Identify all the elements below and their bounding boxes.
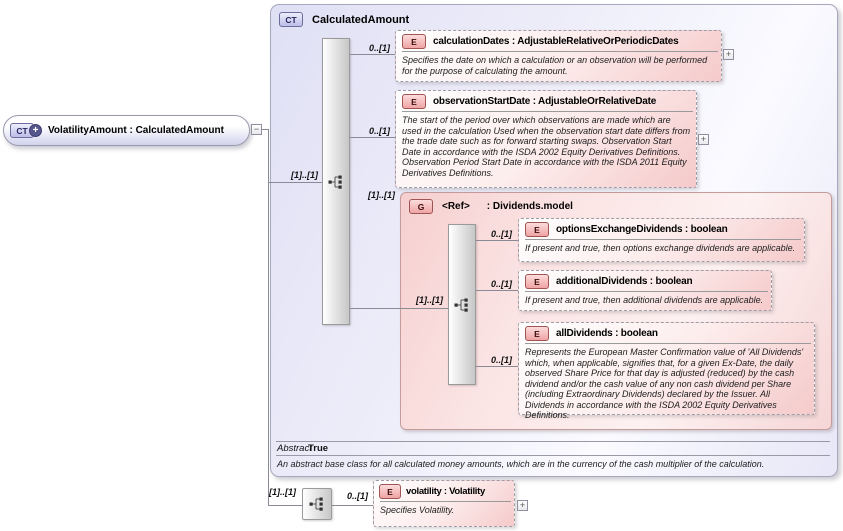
element-header: [519, 219, 804, 238]
group-ref-name: <Ref>: [442, 201, 470, 212]
element-badge-icon: E: [402, 94, 426, 109]
expand-connector-calculation-dates[interactable]: +: [723, 49, 734, 60]
root-element-label: VolatilityAmount : CalculatedAmount: [48, 125, 224, 136]
element-badge-icon: E: [525, 326, 549, 341]
collapse-connector-volatilityamount[interactable]: −: [251, 124, 262, 135]
cardinality-label: [1]..[1]: [368, 190, 395, 200]
connector-line: [269, 182, 322, 183]
element-divider: [402, 111, 693, 112]
facet-divider: [276, 455, 830, 456]
element-badge-icon: E: [402, 34, 426, 49]
plus-badge-icon: +: [29, 124, 42, 137]
group-header: [401, 193, 831, 214]
root-element-volatilityamount[interactable]: [3, 115, 250, 146]
sequence-icon: [453, 297, 471, 313]
cardinality-label: 0..[1]: [346, 491, 368, 501]
group-badge-icon: G: [409, 199, 433, 214]
complextype-badge-icon: CT: [10, 123, 34, 138]
element-box-additional-dividends[interactable]: [518, 270, 772, 311]
connector-line: [350, 54, 395, 55]
element-header: [374, 481, 514, 500]
complextype-title: CalculatedAmount: [312, 13, 410, 26]
type-description: An abstract base class for all calculated money amounts, which are in the currency of the cash multiplier of the calculation.: [277, 459, 765, 469]
element-badge-icon: E: [525, 274, 549, 289]
sequence-compositor-bar: [322, 38, 350, 325]
element-title: optionsExchangeDividends : boolean: [556, 224, 728, 235]
element-title: volatility : Volatility: [406, 486, 485, 497]
element-header: [396, 91, 696, 110]
element-divider: [380, 501, 511, 502]
connector-line: [476, 290, 518, 291]
element-badge-icon: E: [525, 222, 549, 237]
element-header: [519, 271, 771, 290]
extension-sequence-compositor: [302, 488, 332, 520]
connector-line: [268, 505, 302, 506]
connector-line: [476, 240, 518, 241]
element-divider: [402, 51, 718, 52]
element-title: allDividends : boolean: [556, 328, 658, 339]
element-box-calculation-dates[interactable]: [395, 30, 722, 82]
cardinality-label: 0..[1]: [490, 355, 512, 365]
element-title: observationStartDate : AdjustableOrRelativeDate: [433, 96, 657, 107]
connector-line: [350, 308, 448, 309]
element-doc: Represents the European Master Confirmation value of 'All Dividends' which, when applicable, signifies that, for a given Ex-Date, the daily observed Share Price for that day is adjusted (reduced) by the cash dividend and/or the cash value of any non cash dividend per Share (including Extraordinary Dividends) declared by the Issuer. All Dividends in accordance with the ISDA 2002 Equity Derivatives Definitions.: [525, 347, 804, 420]
cardinality-label: 0..[1]: [368, 126, 390, 136]
abstract-value: True: [308, 443, 329, 454]
complextype-badge-icon: CT: [279, 12, 303, 27]
expand-connector-observation-start-date[interactable]: +: [698, 134, 709, 145]
element-box-volatility[interactable]: [373, 480, 515, 527]
group-sequence-compositor-bar: [448, 224, 476, 385]
element-box-all-dividends[interactable]: [518, 322, 815, 420]
element-divider: [525, 343, 811, 344]
cardinality-label: 0..[1]: [368, 43, 390, 53]
cardinality-label: [1]..[1]: [269, 487, 296, 497]
expand-connector-volatility[interactable]: +: [517, 500, 528, 511]
facet-divider: [276, 441, 830, 442]
connector-line: [268, 129, 269, 506]
element-badge-icon: E: [379, 484, 401, 499]
element-box-observation-start-date[interactable]: [395, 90, 697, 188]
connector-line: [350, 137, 395, 138]
element-doc: Specifies the date on which a calculation or an observation will be performed for the purpose of calculating the amount.: [402, 55, 708, 76]
element-box-options-exchange-dividends[interactable]: [518, 218, 805, 262]
element-header: [519, 323, 814, 342]
connector-line: [476, 366, 518, 367]
element-header: [396, 31, 721, 50]
cardinality-label: 0..[1]: [490, 279, 512, 289]
element-doc: If present and true, then additional dividends are applicable.: [525, 295, 764, 305]
element-title: additionalDividends : boolean: [556, 276, 693, 287]
connector-line: [332, 505, 373, 506]
element-divider: [525, 291, 768, 292]
complextype-header: [271, 5, 837, 27]
cardinality-label: 0..[1]: [490, 229, 512, 239]
abstract-label: Abstract: [277, 443, 312, 454]
element-doc: If present and true, then options exchange dividends are applicable.: [525, 243, 796, 253]
element-divider: [525, 239, 801, 240]
group-ref-type: : Dividends.model: [486, 201, 573, 212]
sequence-icon: [327, 174, 345, 190]
element-doc: The start of the period over which observations are made which are used in the calculation Used when the observation start date differs from the trade date such as for forward starting swaps. Observation Start Date in accordance with the ISDA 2002 Equity Derivatives Definitions. Observation Period Start Date in accordance with the ISDA 2011 Equity Derivatives Definitions.: [402, 115, 691, 178]
cardinality-label: [1]..[1]: [291, 170, 318, 180]
element-title: calculationDates : AdjustableRelativeOrPeriodicDates: [433, 36, 679, 47]
sequence-icon: [308, 496, 326, 512]
cardinality-label: [1]..[1]: [416, 295, 443, 305]
element-doc: Specifies Volatility.: [380, 505, 455, 515]
